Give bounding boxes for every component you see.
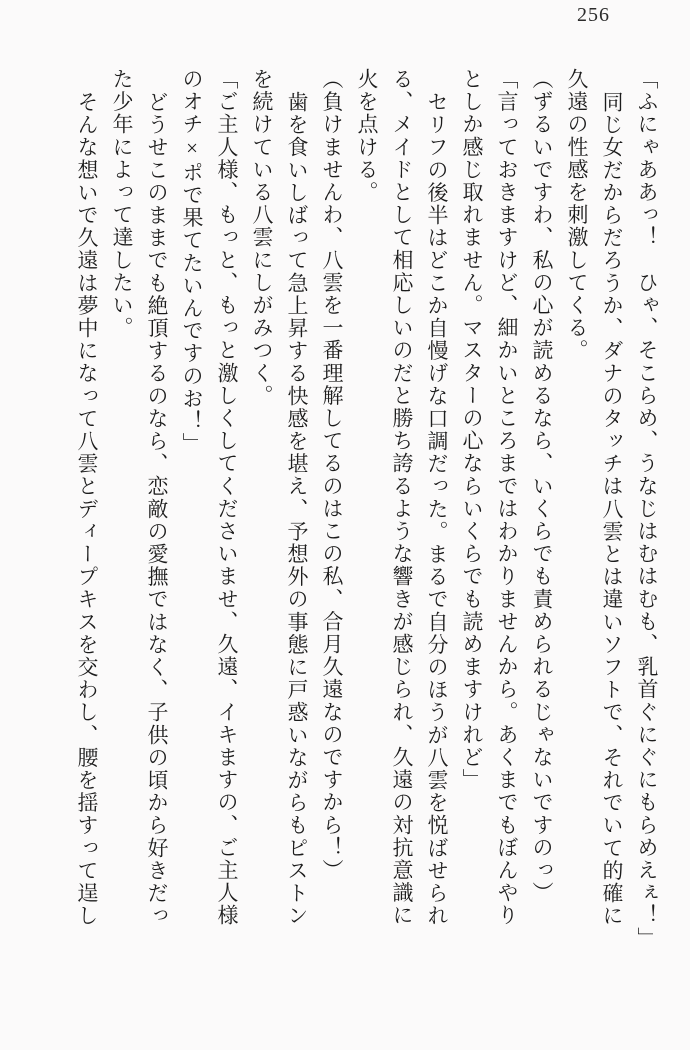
text-column: を続けている八雲にしがみつく。 xyxy=(250,68,274,407)
text-column: そんな想いで久遠は夢中になって八雲とディープキスを交わし、腰を揺すって逞し xyxy=(75,90,99,927)
text-column: 歯を食いしばって急上昇する快感を堪え、予想外の事態に戸惑いながらもピストン xyxy=(285,90,309,927)
text-column: としか感じ取れません。マスターの心ならいくらでも読めますけれど」 xyxy=(460,68,484,792)
text-column: る、メイドとして相応しいのだと勝ち誇るような響きが感じられ、久遠の対抗意識に xyxy=(390,68,414,927)
text-column: た少年によって達したい。 xyxy=(110,68,134,340)
text-column: 「ご主人様、もっと、もっと激しくしてくださいませ、久遠、イキますの、ご主人様 xyxy=(215,68,239,927)
text-column: セリフの後半はどこか自慢げな口調だった。まるで自分のほうが八雲を悦ばせられ xyxy=(425,90,449,927)
text-column: どうせこのままでも絶頂するのなら、恋敵の愛撫ではなく、子供の頃から好きだっ xyxy=(145,90,169,927)
text-column: 久遠の性感を刺激してくる。 xyxy=(565,68,589,362)
text-column: 「言っておきますけど、細かいところまではわかりませんから。あくまでもぼんやり xyxy=(495,68,519,927)
text-column: 同じ女だからだろうか、ダナのタッチは八雲とは違いソフトで、それでいて的確に xyxy=(600,90,624,927)
text-column: 火を点ける。 xyxy=(355,68,379,204)
text-columns xyxy=(24,68,664,1040)
page-number: 256 xyxy=(577,4,610,26)
text-column: 「ふにゃああっ！ ひゃ、そこらめ、うなじはむはむも、乳首ぐにぐにもらめえぇ！」 xyxy=(635,68,659,950)
text-column: （負けませんわ、八雲を一番理解してるのはこの私、合月久遠なのですから！） xyxy=(320,68,344,882)
text-column: のオチ×ポで果てたいんですのお！」 xyxy=(180,68,204,456)
text-column: （ずるいですわ、私の心が読めるなら、いくらでも責められるじゃないですのっ） xyxy=(530,68,554,905)
